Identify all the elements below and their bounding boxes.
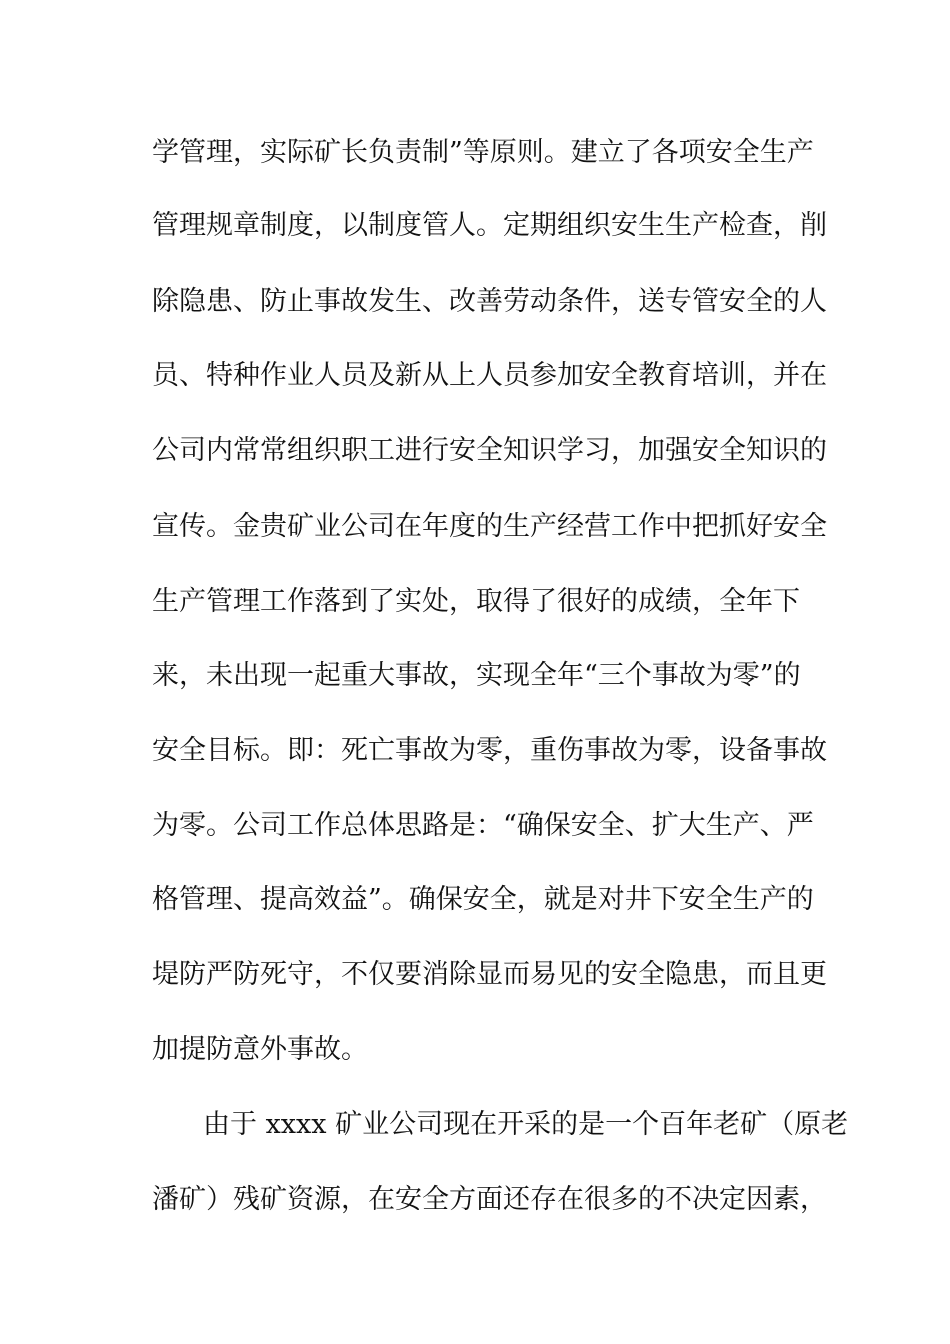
paragraph-line: 格管理、提高效益”。确保安全，就是对井下安全生产的: [152, 884, 814, 915]
paragraph-line: 加提防意外事故。: [152, 1034, 368, 1065]
paragraph-line: 公司内常常组织职工进行安全知识学习，加强安全知识的: [152, 435, 827, 466]
paragraph-line: 学管理，实际矿长负责制”等原则。建立了各项安全生产: [152, 137, 814, 168]
paragraph-line: 堤防严防死守，不仅要消除显而易见的安全隐患，而且更: [152, 959, 827, 990]
paragraph-line: 潘矿）残矿资源，在安全方面还存在很多的不决定因素，: [152, 1184, 827, 1215]
paragraph-line: 来，未出现一起重大事故，实现全年“三个事故为零”的: [152, 660, 801, 691]
paragraph-line: 为零。公司工作总体思路是：“确保安全、扩大生产、严: [152, 810, 814, 841]
paragraph-line: 由于 xxxx 矿业公司现在开采的是一个百年老矿（原老: [203, 1109, 849, 1140]
paragraph-line: 生产管理工作落到了实处，取得了很好的成绩，全年下: [152, 586, 800, 617]
paragraph-line: 安全目标。即：死亡事故为零，重伤事故为零，设备事故: [152, 735, 827, 766]
paragraph-line: 宣传。金贵矿业公司在年度的生产经营工作中把抓好安全: [152, 511, 827, 542]
paragraph-line: 管理规章制度，以制度管人。定期组织安生生产检查，削: [152, 210, 827, 241]
paragraph-line: 除隐患、防止事故发生、改善劳动条件，送专管安全的人: [152, 286, 827, 317]
paragraph-line: 员、特种作业人员及新从上人员参加安全教育培训，并在: [152, 360, 827, 391]
